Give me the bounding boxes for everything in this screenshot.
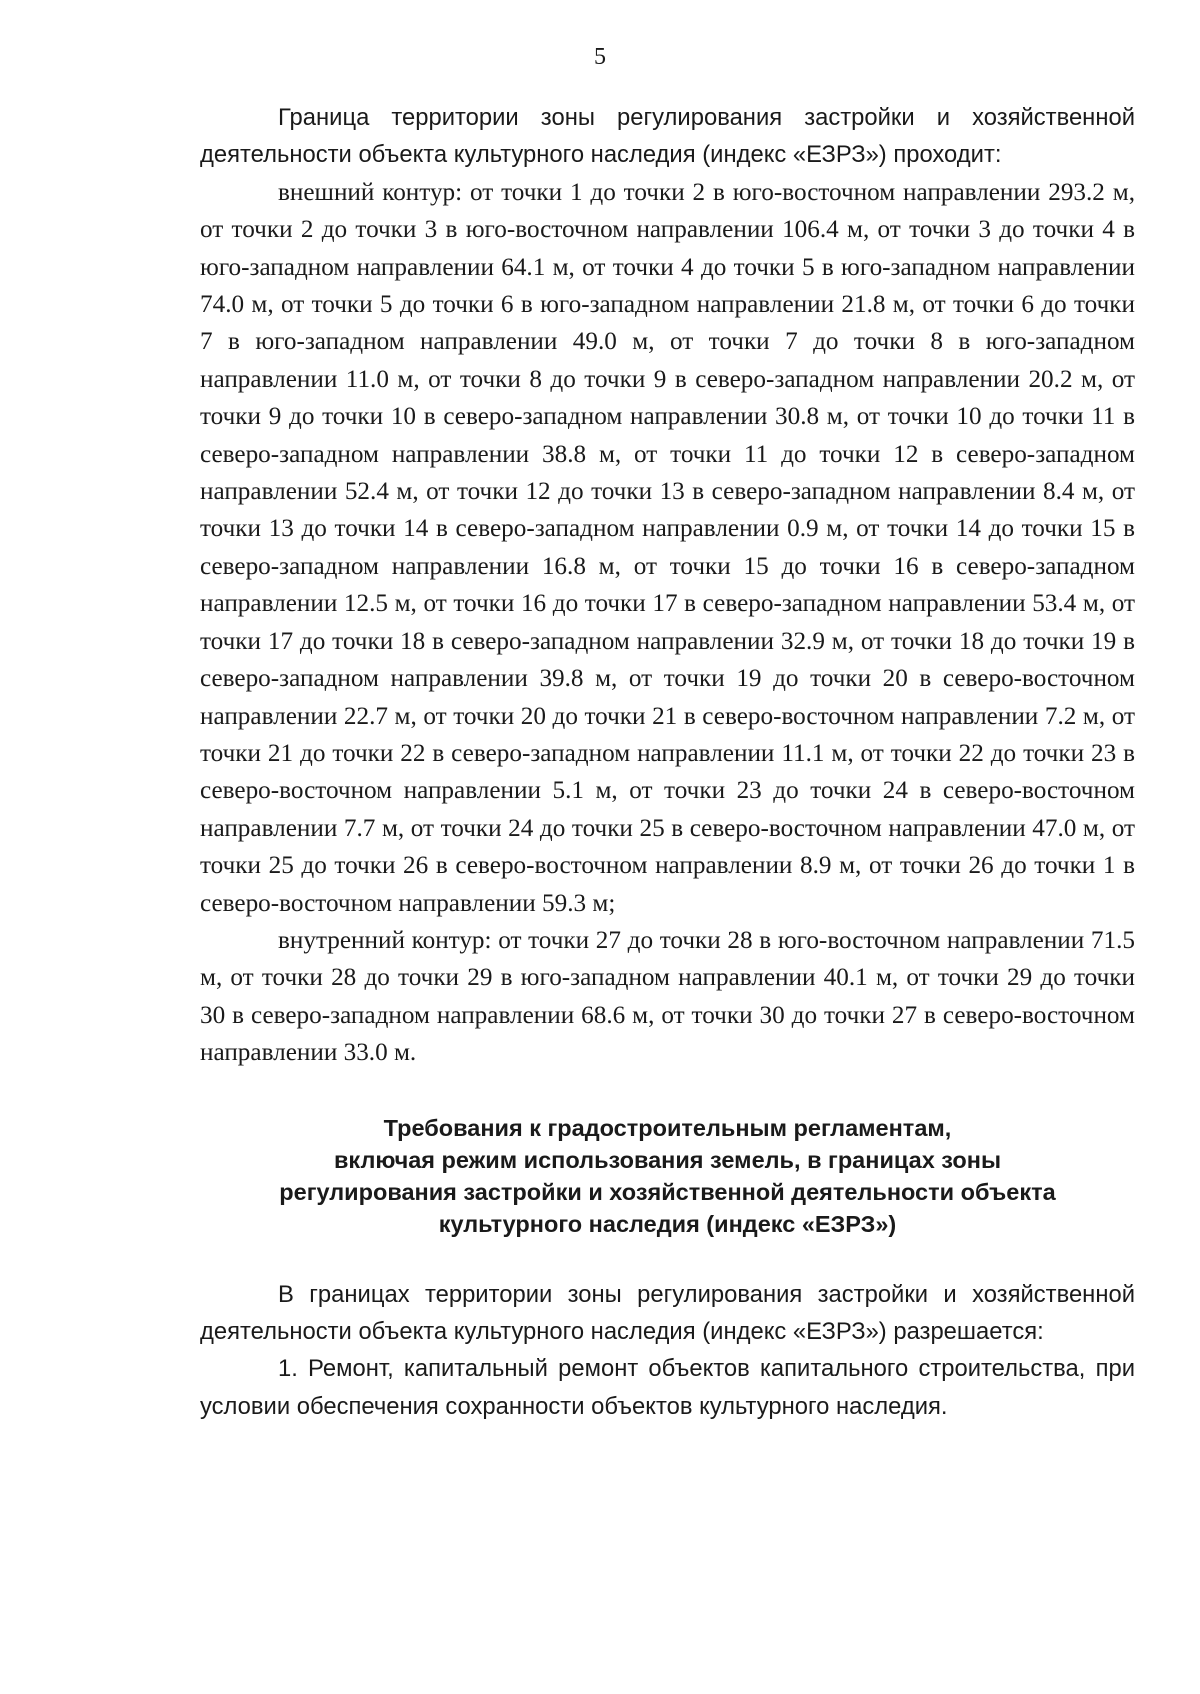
permission-item: 1. Ремонт, капитальный ремонт объектов капитального строительства, при условии обеспечения сохранности объектов культурного наследия.: [200, 1355, 1135, 1420]
permissions-intro-paragraph: В границах территории зоны регулирования застройки и хозяйственной деятельности объекта культурного наследия (индекс «ЕЗРЗ») разрешается:: [200, 1280, 1135, 1345]
outer-contour-paragraph: внешний контур: от точки 1 до точки 2 в юго-восточном направлении 293.2 м, от точки 2 до точки 3 в юго-восточном направлении 106.4 м, от точки 3 до точки 4 в юго-западном направлении 64.1 м, от точки 4 до точки 5 в юго-западном направлении 74.0 м, от точки 5 до точки 6 в юго-западном направлении 21.8 м, от точки 6 до точки 7 в юго-западном направлении 49.0 м, от точки 7 до точки 8 в юго-западном направлении 11.0 м, от точки 8 до точки 9 в северо-западном направлении 20.2 м, от точки 9 до точки 10 в северо-западном направлении 30.8 м, от точки 10 до точки 11 в северо-западном направлении 38.8 м, от точки 11 до точки 12 в северо-западном направлении 52.4 м, от точки 12 до точки 13 в северо-западном направлении 8.4 м, от точки 13 до точки 14 в северо-западном направлении 0.9 м, от точки 14 до точки 15 в северо-западном направлении 16.8 м, от точки 15 до точки 16 в северо-западном направлении 12.5 м, от точки 16 до точки 17 в северо-западном направлении 53.4 м, от точки 17 до точки 18 в северо-западном направлении 32.9 м, от точки 18 до точки 19 в северо-западном направлении 39.8 м, от точки 19 до точки 20 в северо-восточном направлении 22.7 м, от точки 20 до точки 21 в северо-восточном направлении 7.2 м, от точки 21 до точки 22 в северо-западном направлении 11.1 м, от точки 22 до точки 23 в северо-восточном направлении 5.1 м, от точки 23 до точки 24 в северо-восточном направлении 7.7 м, от точки 24 до точки 25 в северо-восточном направлении 47.0 м, от точки 25 до точки 26 в северо-восточном направлении 8.9 м, от точки 26 до точки 1 в северо-восточном направлении 59.3 м;: [200, 178, 1135, 917]
page-number: 5: [594, 44, 606, 70]
document-body: [200, 99, 1135, 1425]
section-heading: [200, 1112, 1135, 1240]
section-heading-line: регулирования застройки и хозяйственной деятельности объекта: [279, 1178, 1056, 1205]
boundary-intro-paragraph: Граница территории зоны регулирования застройки и хозяйственной деятельности объекта культурного наследия (индекс «ЕЗРЗ») проходит:: [200, 104, 1135, 169]
section-heading-line: Требования к градостроительным регламентам,: [383, 1114, 952, 1141]
inner-contour-paragraph: внутренний контур: от точки 27 до точки 28 в юго-восточном направлении 71.5 м, от точки 28 до точки 29 в юго-западном направлении 40.1 м, от точки 29 до точки 30 в северо-западном направлении 68.6 м, от точки 30 до точки 27 в северо-восточном направлении 33.0 м.: [200, 926, 1135, 1067]
section-heading-line: культурного наследия (индекс «ЕЗРЗ»): [438, 1210, 897, 1237]
section-heading-line: включая режим использования земель, в границах зоны: [333, 1146, 1002, 1173]
